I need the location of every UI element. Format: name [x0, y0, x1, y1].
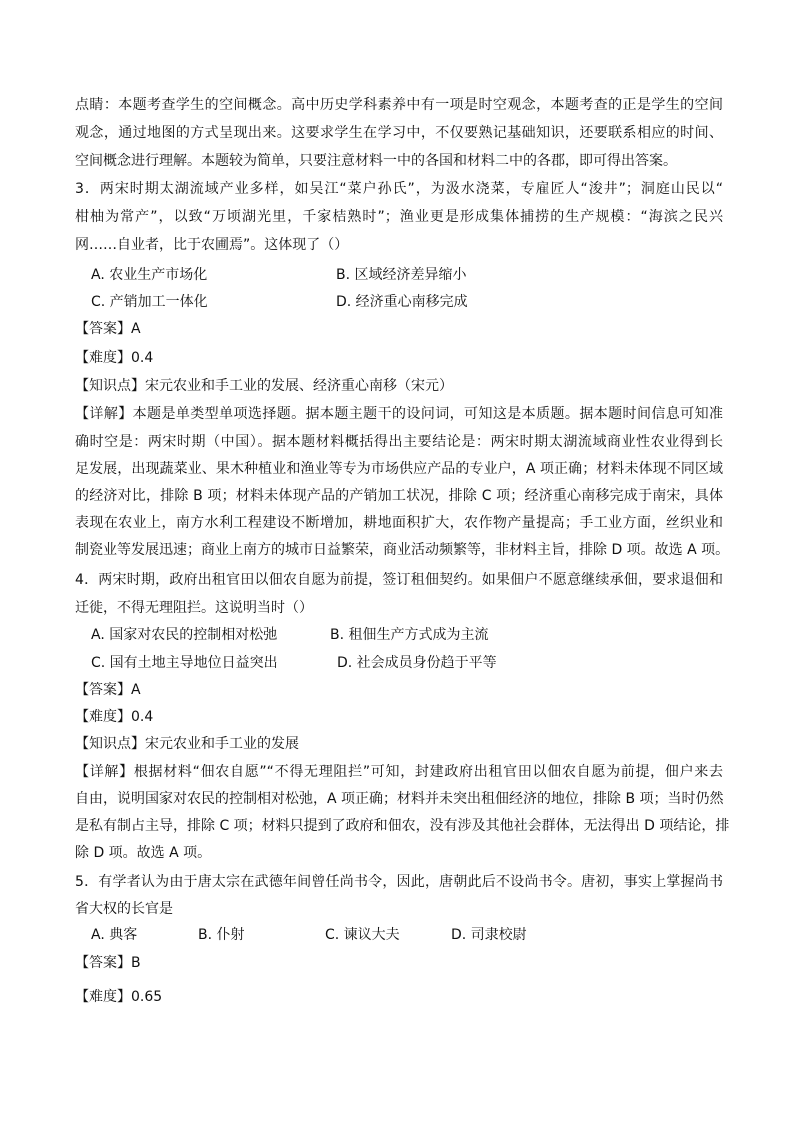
q3-detail-line-2: 确时空是：两宋时期（中国）。据本题材料概括得出主要结论是：两宋时期太湖流域商业性农业得到长: [75, 434, 723, 450]
q4-option-d: D. 社会成员身份趋于平等: [337, 655, 497, 671]
q3-stem-line-3: 网……自业者，比于农圃焉”。这体现了（）: [75, 237, 349, 253]
q3-option-a: A. 农业生产市场化: [91, 267, 208, 283]
intro-line-3: 空间概念进行理解。本题较为简单，只要注意材料一中的各国和材料二中的各郡，即可得出答案。: [75, 153, 677, 169]
q4-difficulty: 【难度】0.4: [75, 709, 154, 725]
q5-stem-line-2: 省大权的长官是: [75, 901, 173, 917]
q4-stem-line-2: 迁徙，不得无理阻拦。这说明当时（）: [75, 600, 313, 616]
q3-detail-line-5: 表现在农业上，南方水利工程建设不断增加，耕地面积扩大，农作物产量提高；手工业方面，丝织业和: [75, 515, 723, 531]
q3-option-d: D. 经济重心南移完成: [336, 294, 468, 310]
q4-knowledge-point: 【知识点】宋元农业和手工业的发展: [75, 736, 299, 752]
q5-option-d: D. 司隶校尉: [451, 927, 527, 943]
q4-detail-line-1: 【详解】根据材料“佃农自愿”“不得无理阻拦”可知，封建政府出租官田以佃农自愿为前提，佃户来去: [75, 764, 723, 780]
q3-difficulty: 【难度】0.4: [75, 350, 154, 366]
q3-detail-line-4: 的经济对比，排除 B 项；材料未体现产品的产销加工状况，排除 C 项；经济重心南移完成于南宋，具体: [75, 488, 723, 504]
q3-answer: 【答案】A: [75, 321, 141, 337]
q4-stem-line-1: 4．两宋时期，政府出租官田以佃农自愿为前提，签订租佃契约。如果佃户不愿意继续承佃，要求退佃和: [75, 572, 723, 588]
q4-option-c: C. 国有土地主导地位日益突出: [91, 655, 278, 671]
q3-stem-line-1: 3．两宋时期太湖流域产业多样，如吴江“菜户孙氏”，为汲水浇菜，专雇匠人“浚井”；洞庭山民以“: [75, 181, 723, 197]
q5-option-c: C. 谏议大夫: [325, 927, 400, 943]
q3-detail-line-1: 【详解】本题是单类型单项选择题。据本题主题干的设问词，可知这是本质题。据本题时间信息可知准: [75, 406, 723, 422]
q5-difficulty: 【难度】0.65: [75, 989, 163, 1005]
q3-option-b: B. 区域经济差异缩小: [336, 267, 467, 283]
q4-option-a: A. 国家对农民的控制相对松弛: [91, 627, 278, 643]
intro-line-1: 点睛：本题考查学生的空间概念。高中历史学科素养中有一项是时空观念，本题考查的正是学生的空间: [75, 97, 723, 113]
q3-knowledge-point: 【知识点】宋元农业和手工业的发展、经济重心南移（宋元）: [75, 378, 453, 394]
q5-answer: 【答案】B: [75, 955, 141, 971]
q3-stem-line-2: 柑柚为常产”，以致“万顷湖光里，千家桔熟时”；渔业更是形成集体捕捞的生产规模：“海滨之民兴: [75, 209, 723, 225]
q5-stem-line-1: 5．有学者认为由于唐太宗在武德年间曾任尚书令，因此，唐朝此后不设尚书令。唐初，事实上掌握尚书: [75, 874, 723, 890]
q4-option-b: B. 租佃生产方式成为主流: [330, 627, 489, 643]
intro-line-2: 观念，通过地图的方式呈现出来。这要求学生在学习中，不仅要熟记基础知识，还要联系相应的时间、: [75, 125, 723, 141]
q4-detail-line-3: 是私有制占主导，排除 C 项；材料只提到了政府和佃农，没有涉及其他社会群体，无法得出 D 项结论，排: [75, 818, 730, 834]
q4-detail-line-4: 除 D 项。故选 A 项。: [75, 845, 212, 861]
q5-option-b: B. 仆射: [198, 927, 245, 943]
q4-detail-line-2: 自由，说明国家对农民的控制相对松弛，A 项正确；材料并未突出租佃经济的地位，排除 B 项；当时仍然: [75, 791, 724, 807]
q3-option-c: C. 产销加工一体化: [91, 294, 208, 310]
q3-detail-line-3: 足发展，出现蔬菜业、果木种植业和渔业等专为市场供应产品的专业户，A 项正确；材料未体现不同区域: [75, 461, 723, 477]
q4-answer: 【答案】A: [75, 682, 141, 698]
q3-detail-line-6: 制瓷业等发展迅速；商业上南方的城市日益繁荣，商业活动频繁等，非材料主旨，排除 D 项。故选 A 项。: [75, 542, 730, 558]
q5-option-a: A. 典客: [91, 927, 138, 943]
